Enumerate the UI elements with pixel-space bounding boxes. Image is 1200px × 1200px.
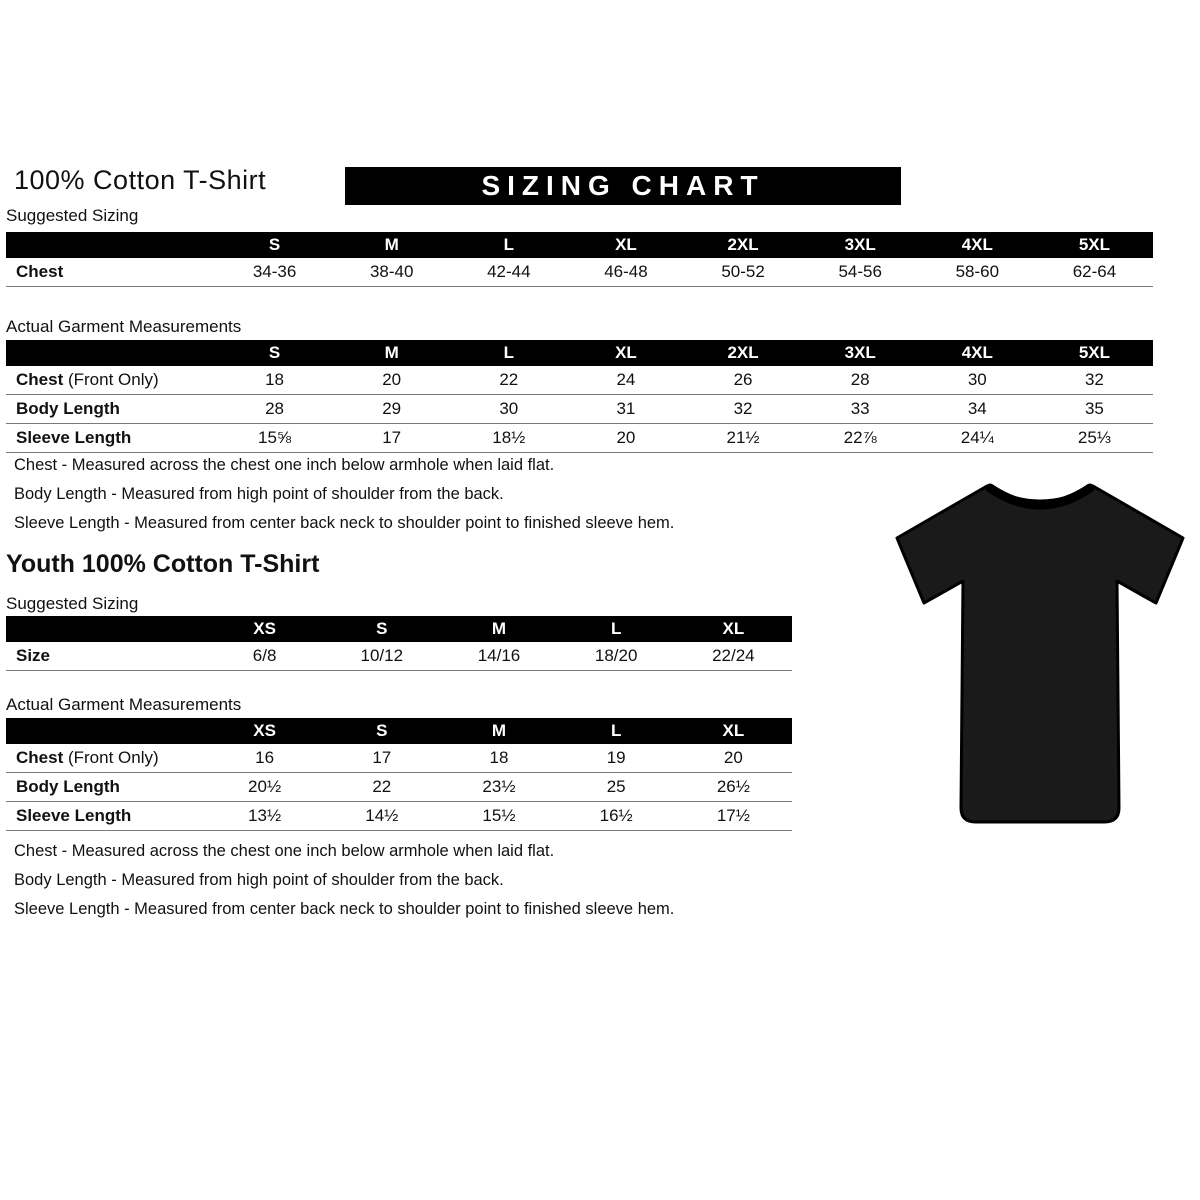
size-value-cell: 24¼ bbox=[919, 424, 1036, 453]
page-title: 100% Cotton T-Shirt bbox=[14, 165, 267, 195]
size-column-header: XL bbox=[675, 616, 792, 642]
size-value-cell: 22 bbox=[450, 366, 567, 395]
size-value-cell: 10/12 bbox=[323, 642, 440, 671]
measurement-note: Body Length - Measured from high point of shoulder from the back. bbox=[14, 871, 504, 889]
size-value-cell: 14½ bbox=[323, 802, 440, 831]
row-label: Body Length bbox=[6, 773, 206, 802]
size-column-header: 3XL bbox=[802, 232, 919, 258]
size-value-cell: 58-60 bbox=[919, 258, 1036, 287]
youth-suggested-sizing-table bbox=[6, 616, 792, 671]
size-value-cell: 18/20 bbox=[558, 642, 675, 671]
table-corner-cell bbox=[6, 616, 206, 642]
size-table bbox=[6, 340, 1153, 453]
size-column-header: M bbox=[440, 718, 557, 744]
size-value-cell: 15½ bbox=[440, 802, 557, 831]
size-value-cell: 16½ bbox=[558, 802, 675, 831]
row-label: Chest (Front Only) bbox=[6, 744, 206, 773]
size-column-header: L bbox=[450, 340, 567, 366]
size-column-header: M bbox=[333, 340, 450, 366]
size-column-header: 2XL bbox=[685, 340, 802, 366]
row-label: Sleeve Length bbox=[6, 802, 206, 831]
adult-suggested-sizing-table bbox=[6, 232, 1153, 287]
size-column-header: S bbox=[216, 340, 333, 366]
adult-measurement-notes bbox=[14, 456, 674, 543]
row-label: Chest (Front Only) bbox=[6, 366, 216, 395]
size-column-header: 4XL bbox=[919, 232, 1036, 258]
size-table bbox=[6, 232, 1153, 287]
size-column-header: L bbox=[558, 718, 675, 744]
size-value-cell: 50-52 bbox=[685, 258, 802, 287]
size-value-cell: 20 bbox=[567, 424, 684, 453]
sizing-chart-banner: SIZING CHART bbox=[345, 167, 901, 205]
table-row bbox=[6, 744, 792, 773]
table-row bbox=[6, 366, 1153, 395]
size-value-cell: 34-36 bbox=[216, 258, 333, 287]
size-value-cell: 17 bbox=[333, 424, 450, 453]
measurement-note: Sleeve Length - Measured from center back neck to shoulder point to finished sleeve hem. bbox=[14, 900, 675, 918]
size-column-header: XL bbox=[675, 718, 792, 744]
size-value-cell: 42-44 bbox=[450, 258, 567, 287]
size-column-header: 5XL bbox=[1036, 232, 1153, 258]
size-value-cell: 34 bbox=[919, 395, 1036, 424]
size-value-cell: 20 bbox=[333, 366, 450, 395]
size-column-header: XS bbox=[206, 616, 323, 642]
table-row bbox=[6, 773, 792, 802]
size-column-header: S bbox=[323, 718, 440, 744]
adult-suggested-sizing-label: Suggested Sizing bbox=[6, 206, 139, 225]
youth-actual-measurements-table bbox=[6, 718, 792, 831]
table-row bbox=[6, 258, 1153, 287]
size-value-cell: 18 bbox=[440, 744, 557, 773]
size-value-cell: 30 bbox=[450, 395, 567, 424]
size-value-cell: 32 bbox=[685, 395, 802, 424]
table-row bbox=[6, 642, 792, 671]
size-value-cell: 18½ bbox=[450, 424, 567, 453]
size-value-cell: 26½ bbox=[675, 773, 792, 802]
size-column-header: L bbox=[450, 232, 567, 258]
size-value-cell: 22/24 bbox=[675, 642, 792, 671]
size-column-header: 2XL bbox=[685, 232, 802, 258]
size-column-header: 5XL bbox=[1036, 340, 1153, 366]
youth-section-title: Youth 100% Cotton T-Shirt bbox=[6, 550, 320, 578]
size-table bbox=[6, 616, 792, 671]
size-value-cell: 32 bbox=[1036, 366, 1153, 395]
size-value-cell: 23½ bbox=[440, 773, 557, 802]
youth-actual-measurements-label: Actual Garment Measurements bbox=[6, 695, 242, 714]
size-column-header: M bbox=[333, 232, 450, 258]
size-value-cell: 33 bbox=[802, 395, 919, 424]
size-column-header: 4XL bbox=[919, 340, 1036, 366]
size-column-header: S bbox=[323, 616, 440, 642]
size-value-cell: 35 bbox=[1036, 395, 1153, 424]
size-column-header: M bbox=[440, 616, 557, 642]
size-value-cell: 38-40 bbox=[333, 258, 450, 287]
row-label: Sleeve Length bbox=[6, 424, 216, 453]
size-value-cell: 62-64 bbox=[1036, 258, 1153, 287]
measurement-note: Body Length - Measured from high point of shoulder from the back. bbox=[14, 485, 504, 503]
table-row bbox=[6, 802, 792, 831]
size-value-cell: 6/8 bbox=[206, 642, 323, 671]
table-corner-cell bbox=[6, 718, 206, 744]
size-value-cell: 21½ bbox=[685, 424, 802, 453]
size-value-cell: 31 bbox=[567, 395, 684, 424]
size-value-cell: 20½ bbox=[206, 773, 323, 802]
size-column-header: S bbox=[216, 232, 333, 258]
youth-suggested-sizing-label: Suggested Sizing bbox=[6, 594, 139, 613]
youth-measurement-notes bbox=[14, 842, 674, 929]
size-value-cell: 15⅝ bbox=[216, 424, 333, 453]
adult-actual-measurements-table bbox=[6, 340, 1153, 453]
measurement-note: Chest - Measured across the chest one inch below armhole when laid flat. bbox=[14, 456, 555, 474]
size-value-cell: 17 bbox=[323, 744, 440, 773]
size-table bbox=[6, 718, 792, 831]
table-row bbox=[6, 424, 1153, 453]
row-label: Body Length bbox=[6, 395, 216, 424]
size-value-cell: 25⅓ bbox=[1036, 424, 1153, 453]
size-value-cell: 54-56 bbox=[802, 258, 919, 287]
size-value-cell: 26 bbox=[685, 366, 802, 395]
size-column-header: XS bbox=[206, 718, 323, 744]
size-value-cell: 46-48 bbox=[567, 258, 684, 287]
size-value-cell: 17½ bbox=[675, 802, 792, 831]
table-row bbox=[6, 395, 1153, 424]
size-value-cell: 30 bbox=[919, 366, 1036, 395]
size-value-cell: 22 bbox=[323, 773, 440, 802]
table-corner-cell bbox=[6, 340, 216, 366]
size-value-cell: 19 bbox=[558, 744, 675, 773]
size-value-cell: 28 bbox=[216, 395, 333, 424]
size-value-cell: 18 bbox=[216, 366, 333, 395]
size-value-cell: 22⅞ bbox=[802, 424, 919, 453]
size-value-cell: 16 bbox=[206, 744, 323, 773]
measurement-note: Chest - Measured across the chest one inch below armhole when laid flat. bbox=[14, 842, 555, 860]
adult-actual-measurements-label: Actual Garment Measurements bbox=[6, 317, 242, 336]
size-column-header: 3XL bbox=[802, 340, 919, 366]
size-value-cell: 29 bbox=[333, 395, 450, 424]
size-column-header: XL bbox=[567, 340, 684, 366]
size-value-cell: 28 bbox=[802, 366, 919, 395]
size-value-cell: 24 bbox=[567, 366, 684, 395]
size-column-header: XL bbox=[567, 232, 684, 258]
size-value-cell: 14/16 bbox=[440, 642, 557, 671]
size-value-cell: 13½ bbox=[206, 802, 323, 831]
row-label: Chest bbox=[6, 258, 216, 287]
tshirt-silhouette bbox=[890, 470, 1190, 830]
table-corner-cell bbox=[6, 232, 216, 258]
size-value-cell: 25 bbox=[558, 773, 675, 802]
row-label: Size bbox=[6, 642, 206, 671]
size-value-cell: 20 bbox=[675, 744, 792, 773]
size-column-header: L bbox=[558, 616, 675, 642]
measurement-note: Sleeve Length - Measured from center back neck to shoulder point to finished sleeve hem. bbox=[14, 514, 675, 532]
tshirt-image bbox=[890, 470, 1190, 830]
